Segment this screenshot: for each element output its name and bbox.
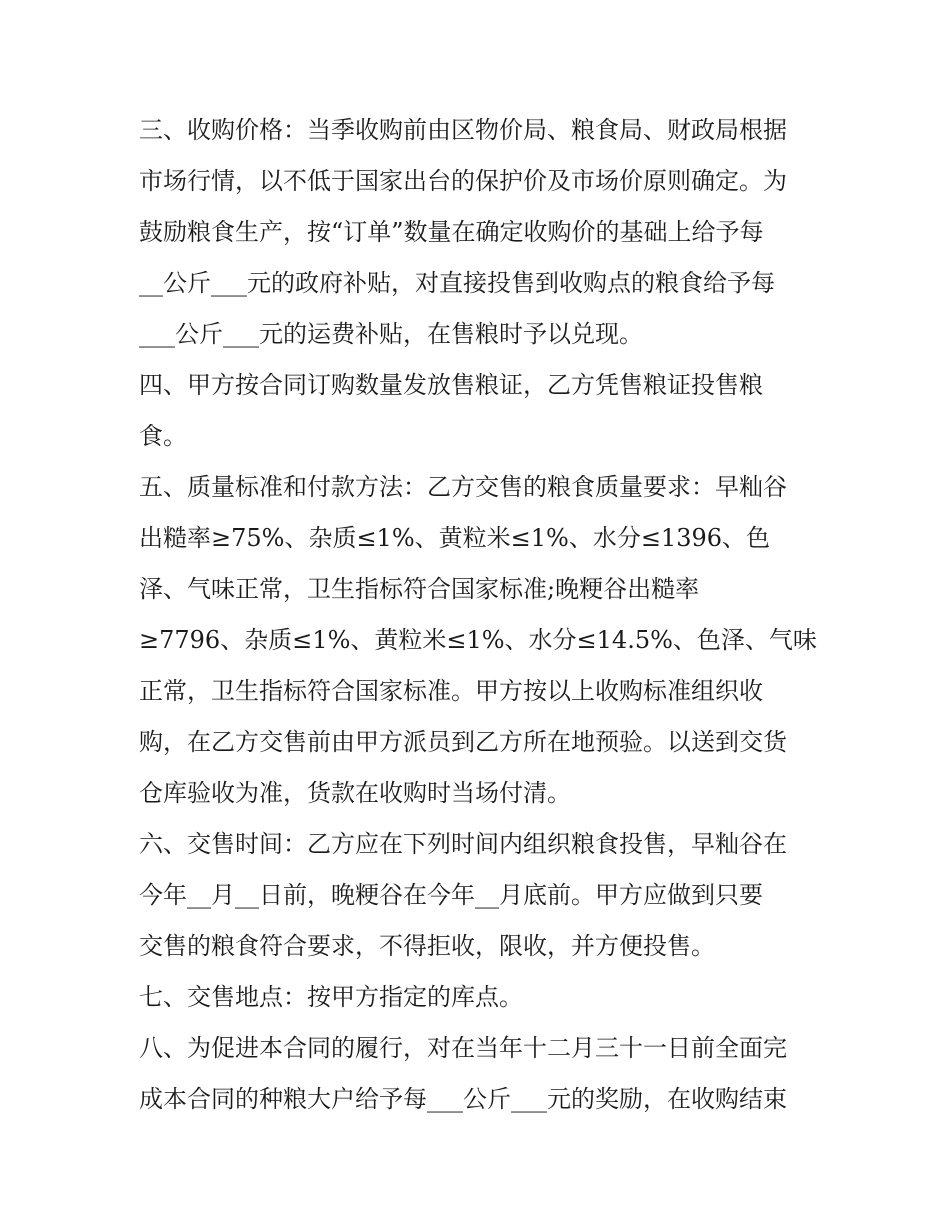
text-line: 仓库验收为准，货款在收购时当场付清。 <box>139 779 571 807</box>
text-line: 成本合同的种粮大户给予每___公斤___元的奖励，在收购结束 <box>139 1085 787 1113</box>
text-line: 三、收购价格：当季收购前由区物价局、粮食局、财政局根据 <box>139 116 787 144</box>
text-line: 出糙率≥75%、杂质≤1%、黄粒米≤1%、水分≤1396、色 <box>139 524 771 552</box>
text-line: 五、质量标准和付款方法：乙方交售的粮食质量要求：早籼谷 <box>139 473 787 501</box>
text-line: 泽、气味正常，卫生指标符合国家标准;晚粳谷出糙率 <box>139 575 700 603</box>
text-line: ___公斤___元的运费补贴，在售粮时予以兑现。 <box>139 320 643 348</box>
text-line: 今年__月__日前，晚粳谷在今年__月底前。甲方应做到只要 <box>139 881 763 909</box>
text-line: 购，在乙方交售前由甲方派员到乙方所在地预验。以送到交货 <box>139 728 787 756</box>
text-line: 交售的粮食符合要求，不得拒收，限收，并方便投售。 <box>139 932 715 960</box>
text-line: 正常，卫生指标符合国家标准。甲方按以上收购标准组织收 <box>139 677 763 705</box>
text-line: 食。 <box>139 422 187 450</box>
text-line: 四、甲方按合同订购数量发放售粮证，乙方凭售粮证投售粮 <box>139 371 763 399</box>
contract-body-text <box>139 105 839 1125</box>
text-line: ≥7796、杂质≤1%、黄粒米≤1%、水分≤14.5%、色泽、气味 <box>139 626 817 654</box>
text-line: 七、交售地点：按甲方指定的库点。 <box>139 983 523 1011</box>
text-line: __公斤___元的政府补贴，对直接投售到收购点的粮食给予每 <box>139 269 775 297</box>
text-line: 六、交售时间：乙方应在下列时间内组织粮食投售，早籼谷在 <box>139 830 787 858</box>
text-line: 市场行情，以不低于国家出台的保护价及市场价原则确定。为 <box>139 167 787 195</box>
text-line: 鼓励粮食生产，按“订单”数量在确定收购价的基础上给予每 <box>139 218 764 246</box>
text-line: 八、为促进本合同的履行，对在当年十二月三十一日前全面完 <box>139 1034 787 1062</box>
